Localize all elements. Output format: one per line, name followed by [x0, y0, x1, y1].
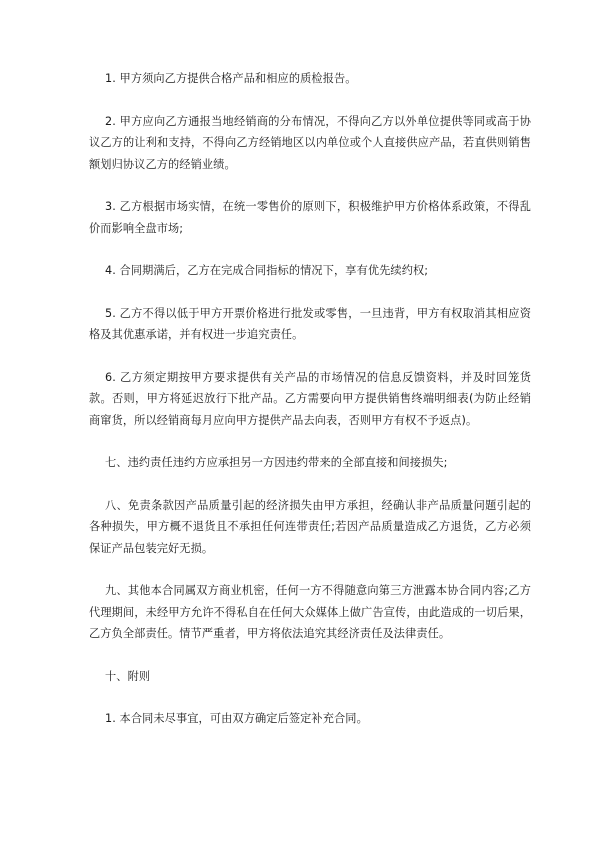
supplementary-clause-1: 1. 本合同未尽事宜，可由双方确定后签定补充合同。: [105, 712, 368, 725]
section-breach-liability: 七、违约责任违约方应承担另一方因违约带来的全部直接和间接损失;: [105, 456, 448, 469]
section-exemption: 八、免责条款因产品质量引起的经济损失由甲方承担，经确认非产品质量问题引起的各种损失，甲方概不退货且不承担任何连带责任;若因产品质量造成乙方退货，乙方必须保证产品包装完好无损。: [89, 498, 531, 555]
paragraph-gap: [89, 282, 531, 303]
paragraph-gap: [89, 346, 531, 367]
section-other: 九、其他本合同属双方商业机密，任何一方不得随意向第三方泄露本协合同内容;乙方代理期间，未经甲方允许不得私自在任何大众媒体上做广告宣传，由此造成的一切后果，乙方负全部责任。情节严重者，甲方将依法追究其经济责任及法律责任。: [89, 584, 531, 640]
paragraph-gap: [89, 645, 531, 666]
clause-5: 5. 乙方不得以低于甲方开票价格进行批发或零售，一旦违背，甲方有权取消其相应资格及其优惠承诺，并有权进一步追究责任。: [89, 306, 531, 341]
clause-6: 6. 乙方须定期按甲方要求提供有关产品的市场情况的信息反馈资料，并及时回笼货款。否则，甲方将延迟放行下批产品。乙方需要向甲方提供销售终端明细表(为防止经销商窜货，所以经销商每月应向甲方提供产品去向表，否则甲方有权不予返点)。: [89, 370, 531, 427]
clause-4: 4. 合同期满后，乙方在完成合同指标的情况下，享有优先续约权;: [105, 264, 429, 277]
clause-3: 3. 乙方根据市场实情，在统一零售价的原则下，积极维护甲方价格体系政策，不得乱价而影响全盘市场;: [89, 200, 531, 235]
paragraph-gap: [89, 90, 531, 111]
paragraph-gap: [89, 559, 531, 580]
paragraph-gap: [89, 474, 531, 495]
document-body: [89, 68, 531, 730]
paragraph-gap: [89, 175, 531, 196]
paragraph-gap: [89, 431, 531, 452]
clause-2: 2. 甲方应向乙方通报当地经销商的分布情况，不得向乙方以外单位提供等同或高于协议乙方的让利和支持，不得向乙方经销地区以内单位或个人直接供应产品，若直供则销售额划归协议乙方的经销业绩。: [89, 114, 531, 171]
clause-1: 1. 甲方须向乙方提供合格产品和相应的质检报告。: [105, 72, 357, 85]
paragraph-gap: [89, 239, 531, 260]
section-supplementary-heading: 十、附则: [105, 669, 151, 683]
paragraph-gap: [89, 687, 531, 708]
